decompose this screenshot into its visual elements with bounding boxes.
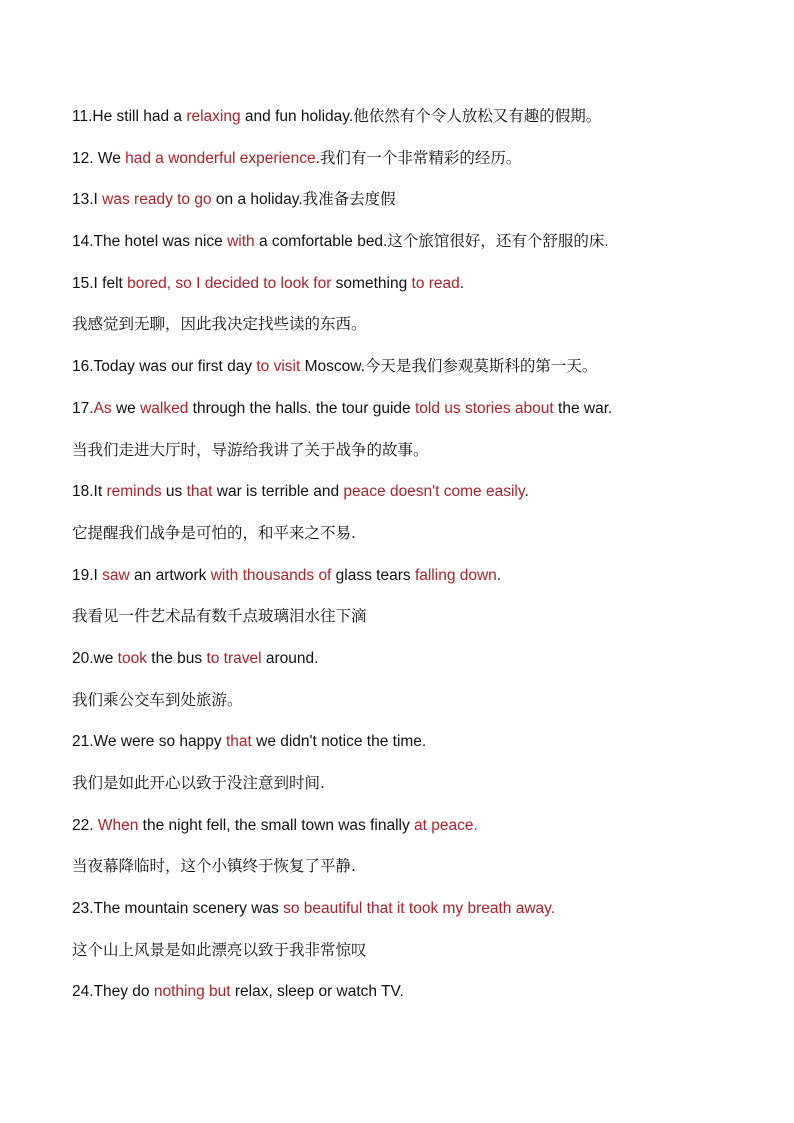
text-segment: 12. We [72, 149, 126, 167]
text-segment: 我看见一件艺术品有数千点玻璃泪水往下滴 [72, 607, 367, 626]
sentence-line [72, 888, 732, 930]
highlighted-phrase: relaxing [186, 108, 241, 125]
highlighted-phrase: that [186, 483, 213, 501]
text-segment: 24.They do [72, 983, 154, 1001]
text-segment: 它提醒我们战争是可怕的，和平来之不易. [72, 523, 356, 542]
sentence-line [72, 346, 732, 388]
sentence-line [72, 971, 732, 1013]
text-segment: us [161, 483, 187, 501]
sentence-line [72, 221, 732, 263]
sentence-line [72, 555, 732, 597]
text-segment: 18.It [72, 483, 107, 501]
text-segment: . [496, 566, 502, 584]
translation-line [72, 596, 732, 638]
text-segment: and fun holiday.他依然有个令人放松又有趣的假期。 [240, 108, 602, 125]
translation-line [72, 846, 732, 888]
highlighted-phrase: to travel [206, 649, 262, 667]
highlighted-phrase: As [93, 399, 112, 417]
text-segment: an artwork [129, 566, 211, 584]
highlighted-phrase: was ready to go [102, 191, 212, 209]
text-segment: the bus [146, 649, 207, 667]
text-segment: through the halls. the tour guide [188, 399, 415, 417]
highlighted-phrase: to visit [256, 358, 301, 376]
text-segment: a comfortable bed.这个旅馆很好，还有个舒服的床. [254, 233, 609, 251]
sentence-line [72, 138, 732, 180]
text-segment: 这个山上风景是如此漂亮以致于我非常惊叹 [72, 940, 367, 959]
text-segment: 当夜幕降临时，这个小镇终于恢复了平静. [72, 857, 356, 876]
highlighted-phrase: nothing but [153, 983, 231, 1001]
text-segment: 我们是如此开心以致于没注意到时间. [72, 774, 325, 792]
text-segment: Moscow.今天是我们参观莫斯科的第一天。 [300, 358, 598, 376]
text-segment: the night fell, the small town was finally [138, 816, 415, 834]
highlighted-phrase: so beautiful that it took my breath away. [283, 900, 556, 918]
sentence-line [72, 805, 732, 847]
text-segment: around. [261, 649, 319, 667]
translation-line [72, 930, 732, 972]
text-segment: the war. [553, 399, 613, 417]
text-segment: glass tears [331, 566, 415, 584]
text-segment: 15.I felt [72, 274, 128, 292]
text-segment: 我们乘公交车到处旅游。 [72, 690, 243, 709]
text-segment: 17. [72, 399, 94, 417]
highlighted-phrase: to read [411, 274, 460, 292]
sentence-line [72, 96, 732, 138]
sentence-line [72, 638, 732, 680]
sentence-line [72, 471, 732, 513]
text-segment: 16.Today was our first day [72, 358, 257, 376]
text-segment: 13.I [72, 191, 103, 209]
highlighted-phrase: took [117, 649, 147, 667]
text-segment: . [524, 483, 529, 501]
highlighted-phrase: at peace. [414, 816, 478, 834]
text-segment: we [111, 399, 141, 417]
highlighted-phrase: falling down [414, 566, 497, 584]
translation-line [72, 513, 732, 555]
text-segment: 14.The hotel was nice [72, 233, 228, 251]
text-segment: war is terrible and [212, 483, 344, 501]
text-segment: on a holiday.我准备去度假 [211, 191, 396, 209]
sentence-line [72, 388, 732, 430]
highlighted-phrase: with [227, 233, 255, 251]
translation-line [72, 680, 732, 722]
translation-line [72, 430, 732, 472]
text-segment: 20.we [72, 649, 118, 667]
highlighted-phrase: walked [140, 399, 189, 417]
sentence-line [72, 263, 732, 305]
text-segment: . [459, 274, 465, 292]
text-segment: we didn't notice the time. [251, 733, 427, 751]
sentence-line [72, 721, 732, 763]
highlighted-phrase: peace doesn't come easily [343, 483, 525, 501]
text-segment: 19.I [72, 566, 103, 584]
text-segment: 22. [72, 816, 98, 834]
document-body [72, 96, 732, 1013]
text-segment: 23.The mountain scenery was [72, 900, 284, 918]
highlighted-phrase: reminds [106, 483, 162, 501]
text-segment: 当我们走进大厅时，导游给我讲了关于战争的故事。 [72, 440, 429, 459]
text-segment: 我感觉到无聊，因此我决定找些读的东西。 [72, 315, 367, 334]
highlighted-phrase: with thousands of [210, 566, 332, 584]
text-segment: something [331, 274, 412, 292]
text-segment: relax, sleep or watch TV. [230, 983, 404, 1001]
sentence-line [72, 179, 732, 221]
highlighted-phrase: told us stories about [414, 399, 554, 417]
highlighted-phrase: had a wonderful experience [125, 149, 316, 167]
text-segment: 11.He still had a [72, 108, 187, 125]
highlighted-phrase: that [225, 733, 252, 751]
highlighted-phrase: saw [102, 566, 130, 584]
translation-line [72, 763, 732, 805]
text-segment: 21.We were so happy [72, 733, 226, 751]
highlighted-phrase: When [97, 816, 139, 834]
text-segment: .我们有一个非常精彩的经历。 [315, 149, 522, 167]
highlighted-phrase: bored, so I decided to look for [127, 274, 332, 292]
translation-line [72, 304, 732, 346]
